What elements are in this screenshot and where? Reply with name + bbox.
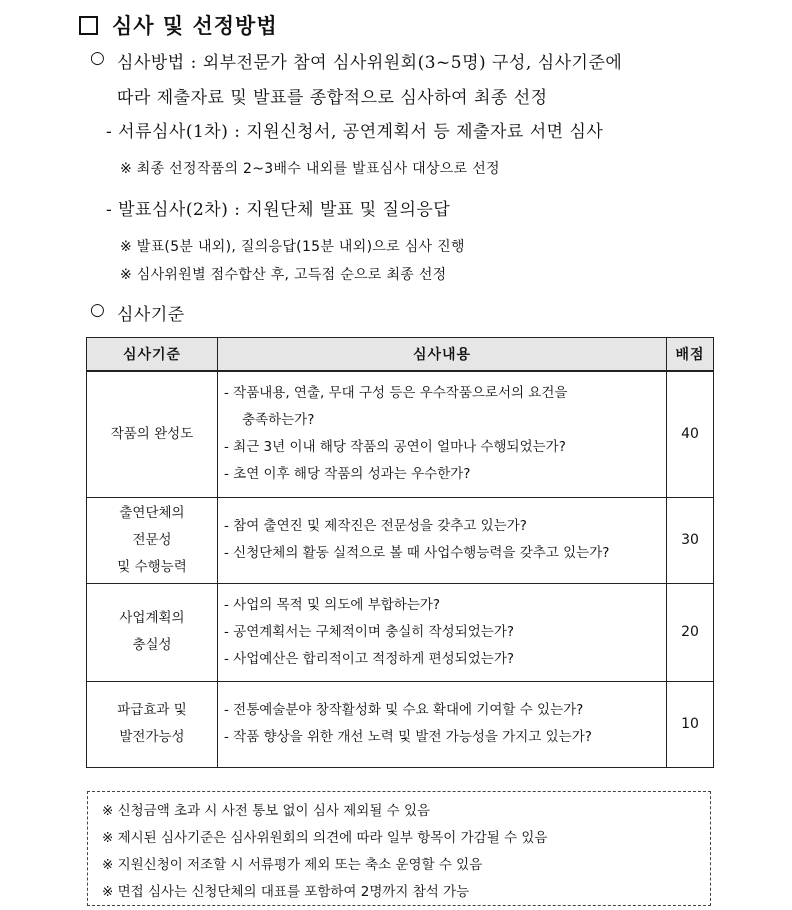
criteria-item: - 사업예산은 합리적이고 적정하게 편성되었는가?	[224, 650, 515, 667]
round1-title: - 서류심사(1차) : 지원신청서, 공연계획서 등 제출자료 서면 심사	[106, 122, 604, 142]
criteria-content	[218, 371, 667, 497]
criteria-name-line: 및 수행능력	[117, 558, 187, 575]
table-row	[87, 583, 714, 681]
criteria-marker: ○	[90, 300, 106, 320]
criteria-item: - 초연 이후 해당 작품의 성과는 우수한가?	[224, 466, 471, 483]
review-method-line1: 심사방법 : 외부전문가 참여 심사위원회(3~5명) 구성, 심사기준에	[117, 53, 623, 73]
header-criteria: 심사기준	[87, 338, 218, 372]
table-row	[87, 371, 714, 497]
table-row	[87, 681, 714, 767]
criteria-item: - 신청단체의 활동 실적으로 볼 때 사업수행능력을 갖추고 있는가?	[224, 545, 610, 561]
criteria-table	[86, 337, 714, 768]
criteria-name	[87, 371, 218, 497]
criteria-content	[218, 497, 667, 583]
criteria-item-continuation: 충족하는가?	[242, 412, 315, 429]
criteria-item: - 사업의 목적 및 의도에 부합하는가?	[224, 596, 441, 613]
section-title: 심사 및 선정방법	[112, 13, 278, 38]
criteria-name-line: 작품의 완성도	[110, 425, 194, 442]
criteria-score: 10	[667, 681, 714, 767]
criteria-content	[218, 681, 667, 767]
criteria-score: 40	[667, 371, 714, 497]
criteria-name-line: 전문성	[132, 531, 172, 548]
criteria-name-line: 파급효과 및	[117, 702, 187, 718]
footnote: ※ 면접 심사는 신청단체의 대표를 포함하여 2명까지 참석 가능	[102, 884, 470, 900]
header-score: 배점	[667, 338, 714, 372]
criteria-item: - 작품 향상을 위한 개선 노력 및 발전 가능성을 가지고 있는가?	[224, 729, 592, 745]
review-method-line2: 따라 제출자료 및 발표를 종합적으로 심사하여 최종 선정	[117, 88, 548, 108]
review-method-marker: ○	[90, 48, 106, 68]
section-heading	[79, 10, 278, 40]
round2-note-2: ※ 심사위원별 점수합산 후, 고득점 순으로 최종 선정	[120, 267, 447, 283]
round1-note: ※ 최종 선정작품의 2~3배수 내외를 발표심사 대상으로 선정	[120, 161, 500, 177]
round2-note-1: ※ 발표(5분 내외), 질의응답(15분 내외)으로 심사 진행	[120, 239, 465, 255]
criteria-title: 심사기준	[117, 305, 185, 325]
checkbox-square-icon	[79, 16, 98, 35]
criteria-score: 30	[667, 497, 714, 583]
criteria-name-line: 발전가능성	[119, 729, 185, 745]
header-content: 심사내용	[218, 338, 667, 372]
footnotes-box	[87, 791, 711, 906]
criteria-item: - 작품내용, 연출, 무대 구성 등은 우수작품으로서의 요건을	[224, 385, 568, 402]
criteria-score: 20	[667, 583, 714, 681]
criteria-content	[218, 583, 667, 681]
criteria-name-line: 충실성	[132, 637, 172, 653]
table-row	[87, 497, 714, 583]
criteria-item: - 공연계획서는 구체적이며 충실히 작성되었는가?	[224, 623, 515, 640]
footnote: ※ 신청금액 초과 시 사전 통보 없이 심사 제외될 수 있음	[102, 803, 431, 819]
criteria-item: - 전통예술분야 창작활성화 및 수요 확대에 기여할 수 있는가?	[224, 702, 584, 718]
criteria-name	[87, 681, 218, 767]
criteria-item: - 최근 3년 이내 해당 작품의 공연이 얼마나 수행되었는가?	[224, 439, 566, 456]
criteria-name-line: 사업계획의	[119, 610, 185, 626]
round2-title: - 발표심사(2차) : 지원단체 발표 및 질의응답	[106, 200, 451, 220]
criteria-item: - 참여 출연진 및 제작진은 전문성을 갖추고 있는가?	[224, 518, 527, 534]
criteria-name	[87, 583, 218, 681]
table-header-row	[87, 338, 714, 372]
footnote: ※ 제시된 심사기준은 심사위원회의 의견에 따라 일부 항목이 가감될 수 있음	[102, 830, 548, 846]
criteria-name-line: 출연단체의	[119, 504, 185, 521]
criteria-name	[87, 497, 218, 583]
footnote: ※ 지원신청이 저조할 시 서류평가 제외 또는 축소 운영할 수 있음	[102, 857, 483, 873]
